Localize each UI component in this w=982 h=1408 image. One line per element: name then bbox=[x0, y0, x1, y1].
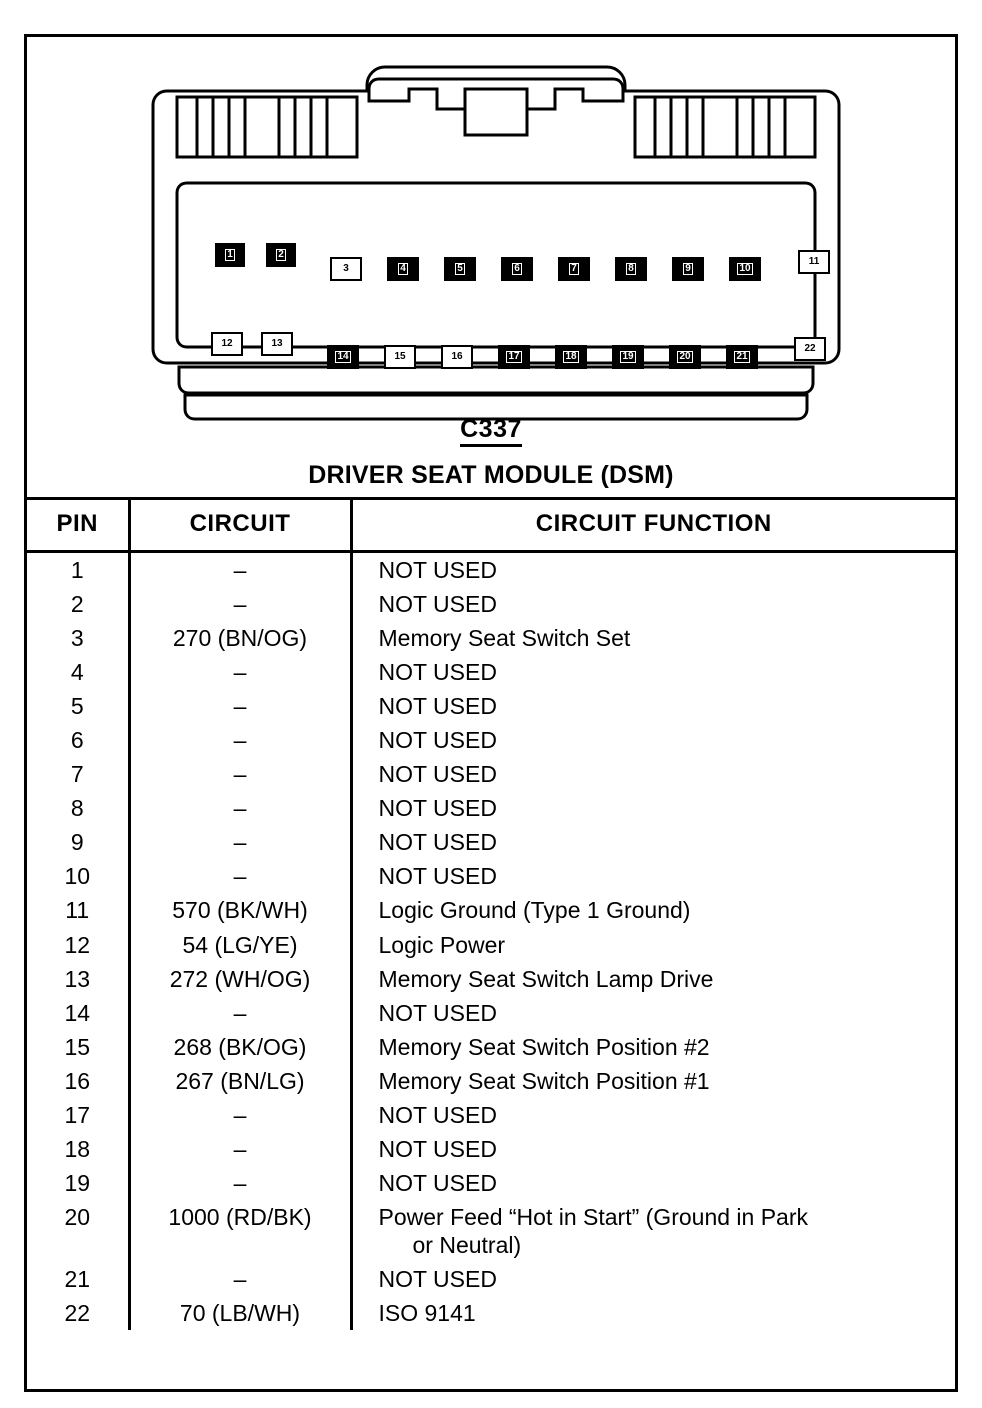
cell-function: NOT USED bbox=[378, 761, 497, 788]
table-row bbox=[27, 791, 955, 825]
connector-id-text: C337 bbox=[460, 415, 522, 447]
table-row bbox=[27, 757, 955, 791]
cell-circuit: 272 (WH/OG) bbox=[129, 962, 351, 996]
cell-pin: 7 bbox=[27, 757, 129, 791]
connector-illustration bbox=[27, 37, 955, 497]
cell-pin: 13 bbox=[27, 962, 129, 996]
cell-pin: 20 bbox=[27, 1200, 129, 1262]
table-header bbox=[27, 499, 955, 552]
cell-pin: 10 bbox=[27, 859, 129, 893]
cell-circuit: – bbox=[129, 1132, 351, 1166]
cell-function: Logic Power bbox=[378, 931, 506, 958]
cell-function: NOT USED bbox=[378, 693, 497, 720]
connector-pin-19[interactable]: 19 bbox=[612, 345, 644, 369]
table-row bbox=[27, 825, 955, 859]
cell-circuit: 570 (BK/WH) bbox=[129, 893, 351, 927]
cell-circuit: 70 (LB/WH) bbox=[129, 1296, 351, 1330]
cell-pin: 9 bbox=[27, 825, 129, 859]
cell-circuit: – bbox=[129, 723, 351, 757]
cell-pin: 16 bbox=[27, 1064, 129, 1098]
table-body bbox=[27, 552, 955, 1331]
cell-pin: 19 bbox=[27, 1166, 129, 1200]
connector-pin-15[interactable]: 15 bbox=[384, 345, 416, 369]
cell-pin: 17 bbox=[27, 1098, 129, 1132]
cell-function: NOT USED bbox=[378, 1169, 497, 1196]
cell-circuit: 267 (BN/LG) bbox=[129, 1064, 351, 1098]
cell-circuit: – bbox=[129, 1166, 351, 1200]
connector-pin-17[interactable]: 17 bbox=[498, 345, 530, 369]
table-row bbox=[27, 1262, 955, 1296]
cell-circuit: – bbox=[129, 996, 351, 1030]
cell-circuit: – bbox=[129, 689, 351, 723]
connector-pin-1[interactable]: 1 bbox=[215, 243, 245, 267]
cell-function: Memory Seat Switch Lamp Drive bbox=[378, 965, 714, 992]
connector-pin-3[interactable]: 3 bbox=[330, 257, 362, 281]
header-function: CIRCUIT FUNCTION bbox=[535, 510, 772, 537]
cell-pin: 15 bbox=[27, 1030, 129, 1064]
cell-function: NOT USED bbox=[378, 999, 497, 1026]
cell-pin: 22 bbox=[27, 1296, 129, 1330]
cell-function: NOT USED bbox=[378, 795, 497, 822]
connector-pin-20[interactable]: 20 bbox=[669, 345, 701, 369]
table-row bbox=[27, 689, 955, 723]
connector-pin-10[interactable]: 10 bbox=[729, 257, 761, 281]
cell-circuit: – bbox=[129, 791, 351, 825]
cell-function: NOT USED bbox=[378, 1101, 497, 1128]
connector-pin-11[interactable]: 11 bbox=[798, 250, 830, 274]
cell-function: Memory Seat Switch Position #2 bbox=[378, 1033, 710, 1060]
table-row bbox=[27, 621, 955, 655]
connector-pin-13[interactable]: 13 bbox=[261, 332, 293, 356]
cell-pin: 8 bbox=[27, 791, 129, 825]
connector-id-label bbox=[27, 415, 955, 444]
cell-pin: 21 bbox=[27, 1262, 129, 1296]
table-row bbox=[27, 893, 955, 927]
cell-circuit: – bbox=[129, 825, 351, 859]
connector-pin-9[interactable]: 9 bbox=[672, 257, 704, 281]
cell-function: NOT USED bbox=[378, 659, 497, 686]
cell-function-line2: or Neutral) bbox=[412, 1231, 522, 1258]
connector-pin-22[interactable]: 22 bbox=[794, 337, 826, 361]
connector-pin-4[interactable]: 4 bbox=[387, 257, 419, 281]
connector-pin-2[interactable]: 2 bbox=[266, 243, 296, 267]
cell-function: NOT USED bbox=[378, 557, 497, 583]
table-row bbox=[27, 928, 955, 962]
table-row bbox=[27, 587, 955, 621]
header-circuit: CIRCUIT bbox=[129, 499, 351, 552]
cell-circuit: – bbox=[129, 552, 351, 588]
cell-pin: 11 bbox=[27, 893, 129, 927]
table-row bbox=[27, 1098, 955, 1132]
table-row bbox=[27, 859, 955, 893]
table-row bbox=[27, 723, 955, 757]
table-row bbox=[27, 1064, 955, 1098]
connector-pin-16[interactable]: 16 bbox=[441, 345, 473, 369]
header-pin: PIN bbox=[27, 499, 129, 552]
cell-function: NOT USED bbox=[378, 727, 497, 754]
cell-circuit: 1000 (RD/BK) bbox=[129, 1200, 351, 1262]
cell-function: NOT USED bbox=[378, 829, 497, 856]
connector-pin-8[interactable]: 8 bbox=[615, 257, 647, 281]
cell-pin: 18 bbox=[27, 1132, 129, 1166]
table-row bbox=[27, 1166, 955, 1200]
cell-pin: 3 bbox=[27, 621, 129, 655]
cell-function: Memory Seat Switch Set bbox=[378, 625, 631, 652]
cell-function bbox=[351, 1200, 955, 1262]
table-row bbox=[27, 1200, 955, 1262]
connector-pin-12[interactable]: 12 bbox=[211, 332, 243, 356]
cell-function: NOT USED bbox=[378, 863, 497, 890]
cell-pin: 1 bbox=[27, 552, 129, 588]
connector-pin-14[interactable]: 14 bbox=[327, 345, 359, 369]
cell-pin: 5 bbox=[27, 689, 129, 723]
cell-pin: 6 bbox=[27, 723, 129, 757]
connector-pin-18[interactable]: 18 bbox=[555, 345, 587, 369]
cell-circuit: – bbox=[129, 757, 351, 791]
cell-circuit: 270 (BN/OG) bbox=[129, 621, 351, 655]
cell-pin: 14 bbox=[27, 996, 129, 1030]
diagram-page bbox=[24, 34, 958, 1392]
table-row bbox=[27, 962, 955, 996]
connector-pin-5[interactable]: 5 bbox=[444, 257, 476, 281]
table-row bbox=[27, 996, 955, 1030]
module-title: DRIVER SEAT MODULE (DSM) bbox=[308, 461, 674, 489]
cell-pin: 2 bbox=[27, 587, 129, 621]
table-row bbox=[27, 655, 955, 689]
cell-circuit: 54 (LG/YE) bbox=[129, 928, 351, 962]
connector-pin-7[interactable]: 7 bbox=[558, 257, 590, 281]
cell-function: Logic Ground (Type 1 Ground) bbox=[378, 897, 691, 924]
cell-pin: 4 bbox=[27, 655, 129, 689]
cell-circuit: – bbox=[129, 1262, 351, 1296]
pin-function-table bbox=[27, 497, 955, 1330]
cell-pin: 12 bbox=[27, 928, 129, 962]
cell-circuit: – bbox=[129, 587, 351, 621]
connector-pin-6[interactable]: 6 bbox=[501, 257, 533, 281]
cell-circuit: – bbox=[129, 655, 351, 689]
cell-function-line1: Power Feed “Hot in Start” (Ground in Park bbox=[378, 1203, 808, 1230]
table-row bbox=[27, 1132, 955, 1166]
table-row bbox=[27, 1030, 955, 1064]
cell-circuit: – bbox=[129, 1098, 351, 1132]
cell-function: NOT USED bbox=[378, 591, 497, 618]
cell-function: NOT USED bbox=[378, 1265, 497, 1292]
cell-function: NOT USED bbox=[378, 1135, 497, 1162]
cell-function: Memory Seat Switch Position #1 bbox=[378, 1067, 710, 1094]
connector-pin-21[interactable]: 21 bbox=[726, 345, 758, 369]
cell-circuit: 268 (BK/OG) bbox=[129, 1030, 351, 1064]
table-row bbox=[27, 1296, 955, 1330]
cell-function: ISO 9141 bbox=[378, 1300, 476, 1327]
cell-circuit: – bbox=[129, 859, 351, 893]
table-row bbox=[27, 552, 955, 588]
